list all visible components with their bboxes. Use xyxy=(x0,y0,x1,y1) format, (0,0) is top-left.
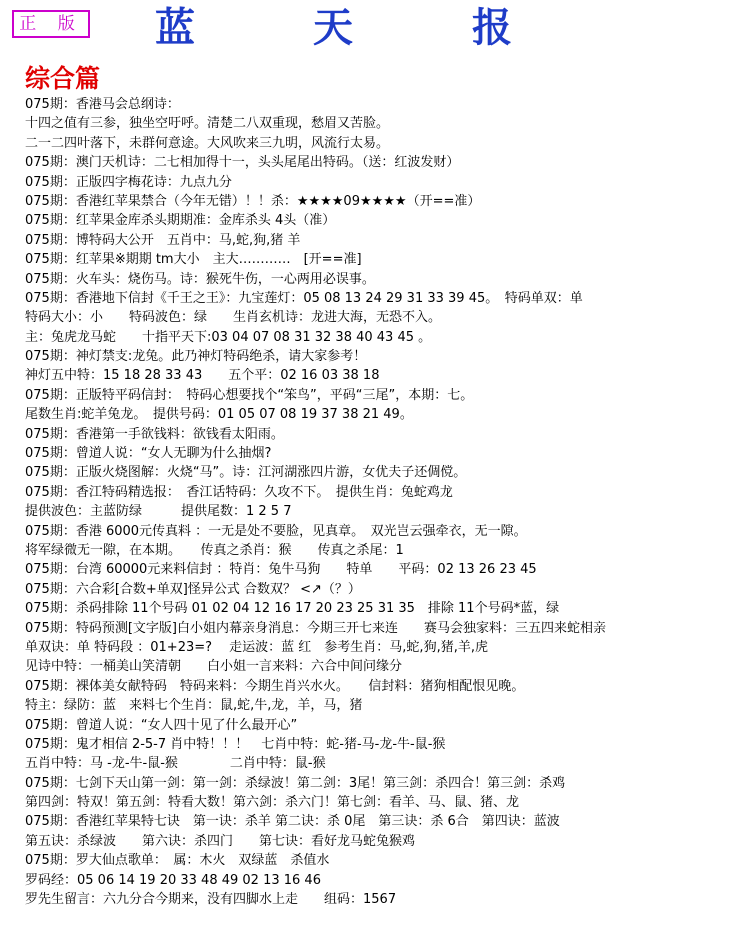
text-line: 神灯五中特：15 18 28 33 43 五个平：02 16 03 38 18 xyxy=(25,368,380,384)
text-line: 罗先生留言：六九分合今期来，没有四脚水上走 组码：1567 xyxy=(25,892,397,908)
text-line: 见诗中特：一桶美山笑清朝 白小姐一言来料：六合中间问缘分 xyxy=(25,659,403,675)
text-line: 075期：博特码大公开 五肖中：马,蛇,狗,猪 羊 xyxy=(25,232,301,248)
text-line: 075期：裸体美女献特码 特码来料：今期生肖兴水火。 信封料：猪狗相配恨见晚。 xyxy=(25,678,525,694)
authentic-badge: 正 版 xyxy=(12,10,90,38)
title-char-2: 天 xyxy=(313,4,353,51)
text-line: 075期：罗大仙点歌单： 属：木火 双绿蓝 杀值水 xyxy=(25,853,330,869)
text-line: 075期：正版四字梅花诗：九点九分 xyxy=(25,174,232,190)
text-line: 主：兔虎龙马蛇 十指平天下:03 04 07 08 31 32 38 40 43 45 。 xyxy=(25,329,432,345)
text-line: 尾数生肖:蛇羊兔龙。 提供号码：01 05 07 08 19 37 38 21 49。 xyxy=(25,407,413,423)
text-line: 075期：七剑下天山第一剑：第一剑：杀绿波！第二剑：3尾！第三剑：杀四合！第三剑：杀鸡 xyxy=(25,775,566,791)
text-line: 075期：六合彩[合数+单双]怪异公式 合数双？ <↗（？） xyxy=(25,581,361,597)
text-line: 075期：杀码排除 11个号码 01 02 04 12 16 17 20 23 25 31 35 排除 11个号码*蓝，绿 xyxy=(25,601,560,617)
text-line: 075期：香港 6000元传真料 ：一无是处不要脸，见真章。 双光岂云强牵衣，无一隙。 xyxy=(25,523,527,539)
text-line: 075期：正版特平码信封： 特码心想要找个“笨鸟”，平码“三尾”，本期：七。 xyxy=(25,387,474,403)
text-line: 075期：神灯禁支:龙兔。此乃神灯特码绝杀，请大家参考！ xyxy=(25,349,367,365)
text-line: 075期：香港马会总纲诗： xyxy=(25,97,180,112)
text-line: 特码大小：小 特码波色：绿 生肖玄机诗：龙进大海，无恐不入。 xyxy=(25,310,442,326)
text-line: 075期：红苹果金库杀头期期准：金库杀头 4头（准） xyxy=(25,213,336,229)
text-line: 075期：香港红苹果禁合（今年无错）！！杀：★★★★09★★★★（开==准） xyxy=(25,193,481,209)
text-line: 五肖中特：马 -龙-牛-鼠-猴 二肖中特：鼠-猴 xyxy=(25,756,326,772)
text-line: 075期：香江特码精选报： 香江话特码：久攻不下。 提供生肖：兔蛇鸡龙 xyxy=(25,484,453,500)
title-char-1: 蓝 xyxy=(155,4,195,51)
text-line: 罗码经：05 06 14 19 20 33 48 49 02 13 16 46 xyxy=(25,872,321,888)
text-line: 第五诀：杀绿波 第六诀：杀四门 第七诀：看好龙马蛇兔猴鸡 xyxy=(25,833,416,849)
text-line: 075期：香港红苹果特七诀 第一诀：杀羊 第二诀：杀 0尾 第三诀：杀 6合 第四诀：蓝波 xyxy=(25,814,560,830)
text-line: 075期：红苹果※期期 tm大小 主大………… [开==准] xyxy=(25,252,362,268)
text-line: 075期：火车头：烧伤马。诗：猴死牛伤，一心两用必误事。 xyxy=(25,271,375,287)
content-body xyxy=(25,95,725,909)
text-line: 提供波色：主蓝防绿 提供尾数：1 2 5 7 xyxy=(25,504,292,520)
text-line: 075期：台湾 60000元来料信封 ：特肖：兔牛马狗 特单 平码：02 13 26 23 45 xyxy=(25,562,537,578)
text-line: 特主：绿防：蓝 来料七个生肖：鼠,蛇,牛,龙，羊，马，猪 xyxy=(25,698,363,714)
text-line: 075期：鬼才相信 2-5-7 肖中特！！！ 七肖中特：蛇-猪-马-龙-牛-鼠-猴 xyxy=(25,736,446,752)
text-line: 将军绿微无一隙，在本期。 传真之杀肖：猴 传真之杀尾：1 xyxy=(25,542,404,558)
text-line: 075期：澳门天机诗：二七相加得十一，头头尾尾出特码。（送：红波发财） xyxy=(25,155,460,171)
section-title: 综合篇 xyxy=(25,64,101,93)
text-line: 075期：曾道人说：“女人四十见了什么最开心” xyxy=(25,717,298,733)
text-line: 十四之值有三参，独坐空吁呼。清楚二八双重现，愁眉又苦脸。 xyxy=(25,116,390,132)
text-line: 075期：香港地下信封《千王之王》：九宝莲灯：05 08 13 24 29 31 33 39 45。 特码单双：单 xyxy=(25,290,583,306)
text-line: 075期：曾道人说：“女人无聊为什么抽烟? xyxy=(25,446,272,462)
text-line: 075期：特码预测[文字版]白小姐内幕亲身消息：今期三开七来连 赛马会独家料：三五四来蛇相亲 xyxy=(25,620,606,636)
text-line: 075期：香港第一手欲钱料：欲钱看太阳雨。 xyxy=(25,426,284,442)
text-line: 第四剑：特双！第五剑：特看大数！第六剑：杀六门！第七剑：看羊、马、鼠、猪、龙 xyxy=(25,795,520,811)
text-line: 单双诀：单 特码段 ：01+23=? 走运波：蓝 红 参考生肖：马,蛇,狗,猪,羊,虎 xyxy=(25,639,488,655)
title-char-3: 报 xyxy=(472,4,512,51)
text-line: 075期：正版火烧图解：火烧“马”。诗：江河湖涨四片游，女优夫子还倜傥。 xyxy=(25,465,467,481)
text-line: 二一二四叶落下，未群何意途。大风吹来三九明，风流行太易。 xyxy=(25,135,390,151)
